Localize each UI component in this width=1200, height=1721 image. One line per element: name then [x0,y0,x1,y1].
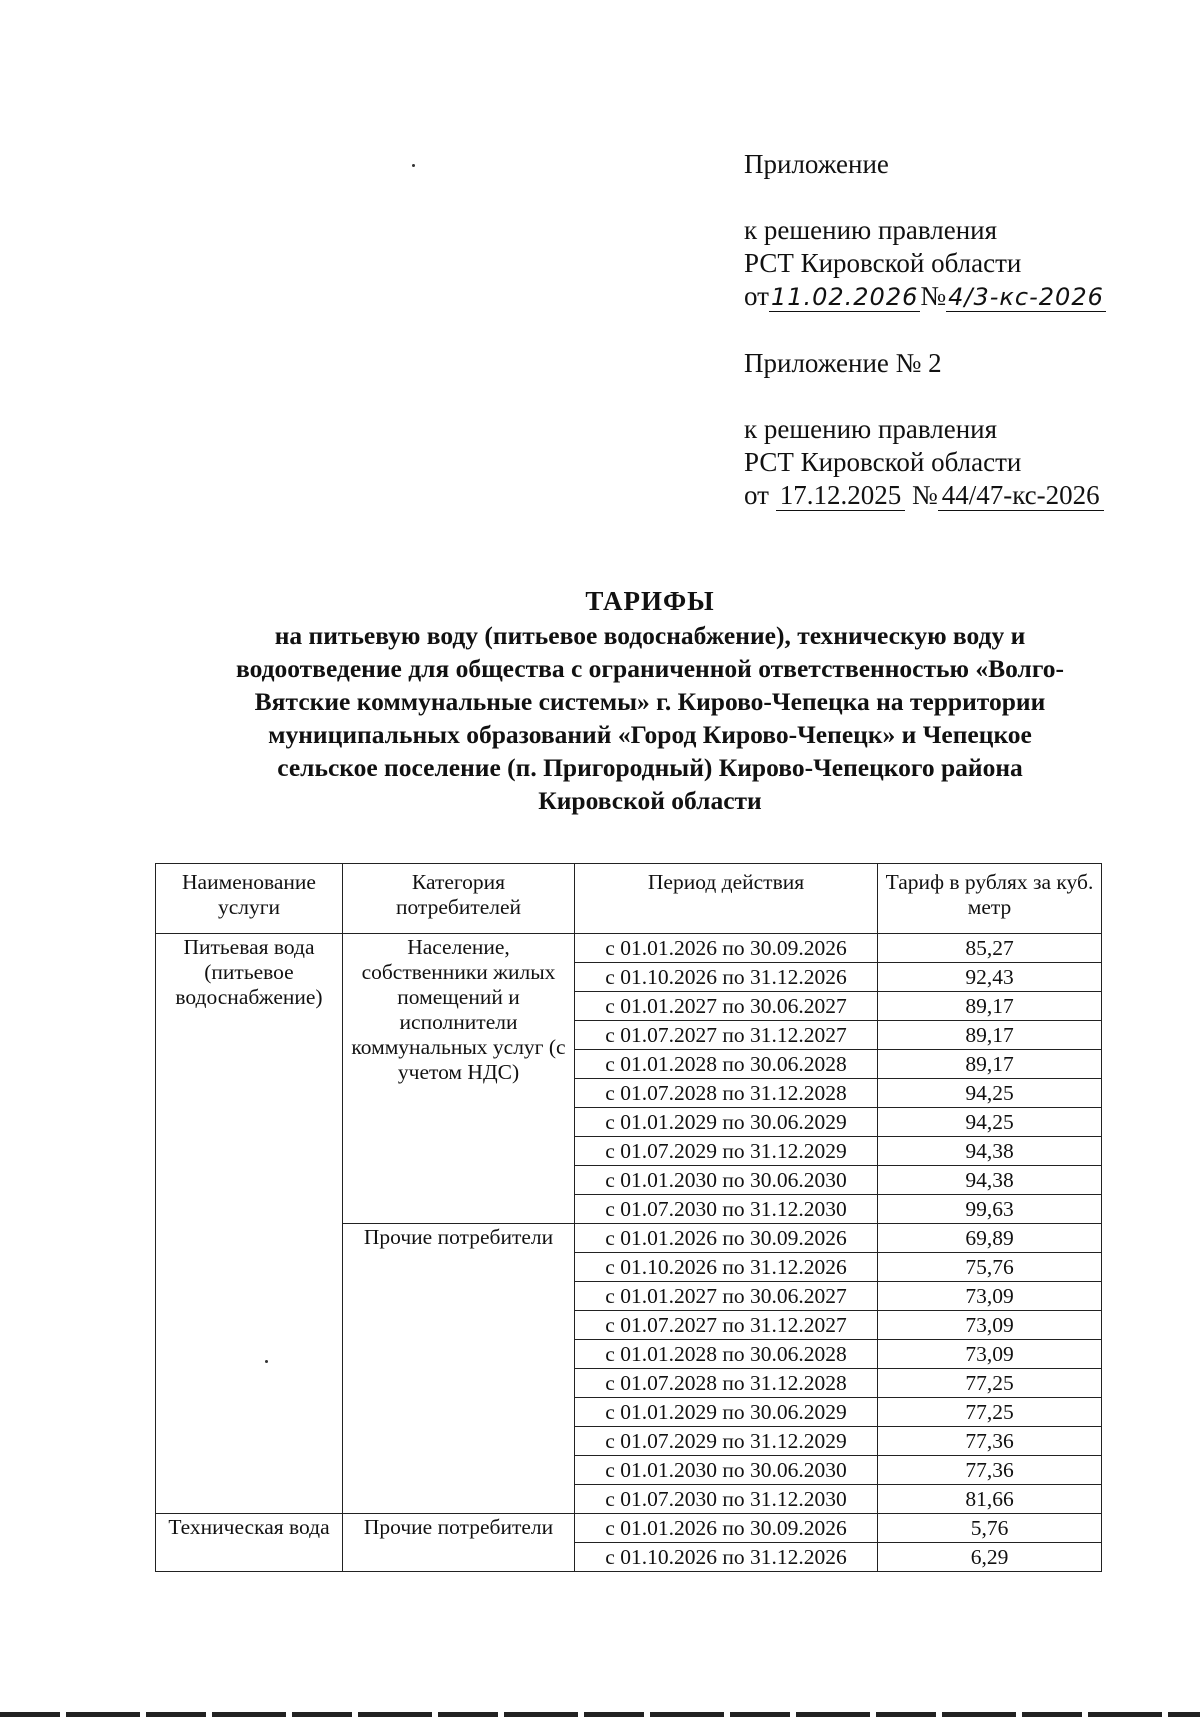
period-cell: с 01.01.2026 по 30.09.2026 [575,1224,878,1253]
tariff-cell: 89,17 [878,1021,1102,1050]
tariff-cell: 77,25 [878,1398,1102,1427]
title-main: ТАРИФЫ [585,586,715,616]
handwritten-date: 11.02.2026 [770,283,919,311]
number-2-sign: № [911,480,938,510]
tariff-cell: 77,36 [878,1456,1102,1485]
title-line: Вятские коммунальные системы» г. Кирово-Чепецка на территории [254,687,1046,716]
number-2: 44/47-кс-2026 [938,480,1104,511]
period-cell: с 01.01.2029 по 30.06.2029 [575,1108,878,1137]
tariff-cell: 81,66 [878,1485,1102,1514]
decision-2-date-number [744,479,1164,512]
title-line: на питьевую воду (питьевое водоснабжение), техническую воду и [274,621,1026,650]
tariff-cell: 73,09 [878,1282,1102,1311]
period-cell: с 01.07.2030 по 31.12.2030 [575,1485,878,1514]
period-cell: с 01.01.2026 по 30.09.2026 [575,934,878,963]
category-cell: Прочие потребители [343,1514,575,1572]
tariff-cell: 89,17 [878,992,1102,1021]
handwritten-number: 4/3-кс-2026 [948,283,1104,311]
date-2-prefix: от [744,480,769,510]
decision-authority: РСТ Кировской области [744,248,1022,278]
tariff-cell: 77,25 [878,1369,1102,1398]
tariffs-table [155,863,1102,1572]
title-line: муниципальных образований «Город Кирово-Чепецк» и Чепецкое [268,720,1032,749]
tariff-cell: 6,29 [878,1543,1102,1572]
title-line: водоотведение для общества с ограниченной ответственностью «Волго- [235,654,1065,683]
tariff-cell: 99,63 [878,1195,1102,1224]
appendix-block [744,148,1164,512]
date-prefix: от [744,281,769,311]
table-row [156,934,1102,963]
period-cell: с 01.07.2027 по 31.12.2027 [575,1311,878,1340]
table-header-row [156,864,1102,934]
tariff-cell: 77,36 [878,1427,1102,1456]
period-cell: с 01.01.2027 по 30.06.2027 [575,992,878,1021]
period-cell: с 01.07.2027 по 31.12.2027 [575,1021,878,1050]
tariff-cell: 73,09 [878,1340,1102,1369]
tariff-cell: 92,43 [878,963,1102,992]
category-cell: Прочие потребители [343,1224,575,1514]
header-service: Наименование услуги [156,864,343,934]
period-cell: с 01.01.2026 по 30.09.2026 [575,1514,878,1543]
date-2: 17.12.2025 [776,480,906,511]
scan-bottom-edge [0,1712,1200,1717]
tariff-cell: 75,76 [878,1253,1102,1282]
tariff-cell: 89,17 [878,1050,1102,1079]
decision-line: к решению правления [744,215,998,245]
decision-2-authority: РСТ Кировской области [744,447,1022,477]
period-cell: с 01.10.2026 по 31.12.2026 [575,963,878,992]
header-tariff: Тариф в рублях за куб. метр [878,864,1102,934]
tariff-cell: 85,27 [878,934,1102,963]
period-cell: с 01.07.2029 по 31.12.2029 [575,1137,878,1166]
document-title [150,585,1150,817]
decision-date-number [744,280,1164,314]
tariff-cell: 94,38 [878,1166,1102,1195]
table-row [156,1514,1102,1543]
period-cell: с 01.01.2028 по 30.06.2028 [575,1050,878,1079]
service-cell: Техническая вода [156,1514,343,1572]
decision-2-line: к решению правления [744,414,998,444]
tariff-cell: 69,89 [878,1224,1102,1253]
category-cell: Население, собственники жилых помещений и исполнители коммунальных услуг (с учетом НДС) [343,934,575,1224]
tariff-cell: 94,38 [878,1137,1102,1166]
period-cell: с 01.07.2029 по 31.12.2029 [575,1427,878,1456]
period-cell: с 01.07.2028 по 31.12.2028 [575,1369,878,1398]
period-cell: с 01.10.2026 по 31.12.2026 [575,1543,878,1572]
tariff-cell: 94,25 [878,1079,1102,1108]
period-cell: с 01.01.2027 по 30.06.2027 [575,1282,878,1311]
period-cell: с 01.01.2029 по 30.06.2029 [575,1398,878,1427]
scan-speck [412,164,415,167]
appendix-2-label: Приложение № 2 [744,348,942,378]
service-cell: Питьевая вода (питьевое водоснабжение) [156,934,343,1514]
table-body [156,934,1102,1572]
period-cell: с 01.01.2030 по 30.06.2030 [575,1456,878,1485]
period-cell: с 01.07.2028 по 31.12.2028 [575,1079,878,1108]
tariff-cell: 94,25 [878,1108,1102,1137]
tariff-cell: 5,76 [878,1514,1102,1543]
title-line: сельское поселение (п. Пригородный) Кирово-Чепецкого района [277,753,1023,782]
period-cell: с 01.10.2026 по 31.12.2026 [575,1253,878,1282]
period-cell: с 01.07.2030 по 31.12.2030 [575,1195,878,1224]
appendix-label: Приложение [744,149,889,179]
tariff-cell: 73,09 [878,1311,1102,1340]
number-sign: № [920,281,947,311]
period-cell: с 01.01.2028 по 30.06.2028 [575,1340,878,1369]
header-period: Период действия [575,864,878,934]
period-cell: с 01.01.2030 по 30.06.2030 [575,1166,878,1195]
header-category: Категория потребителей [343,864,575,934]
title-line: Кировской области [538,786,762,815]
